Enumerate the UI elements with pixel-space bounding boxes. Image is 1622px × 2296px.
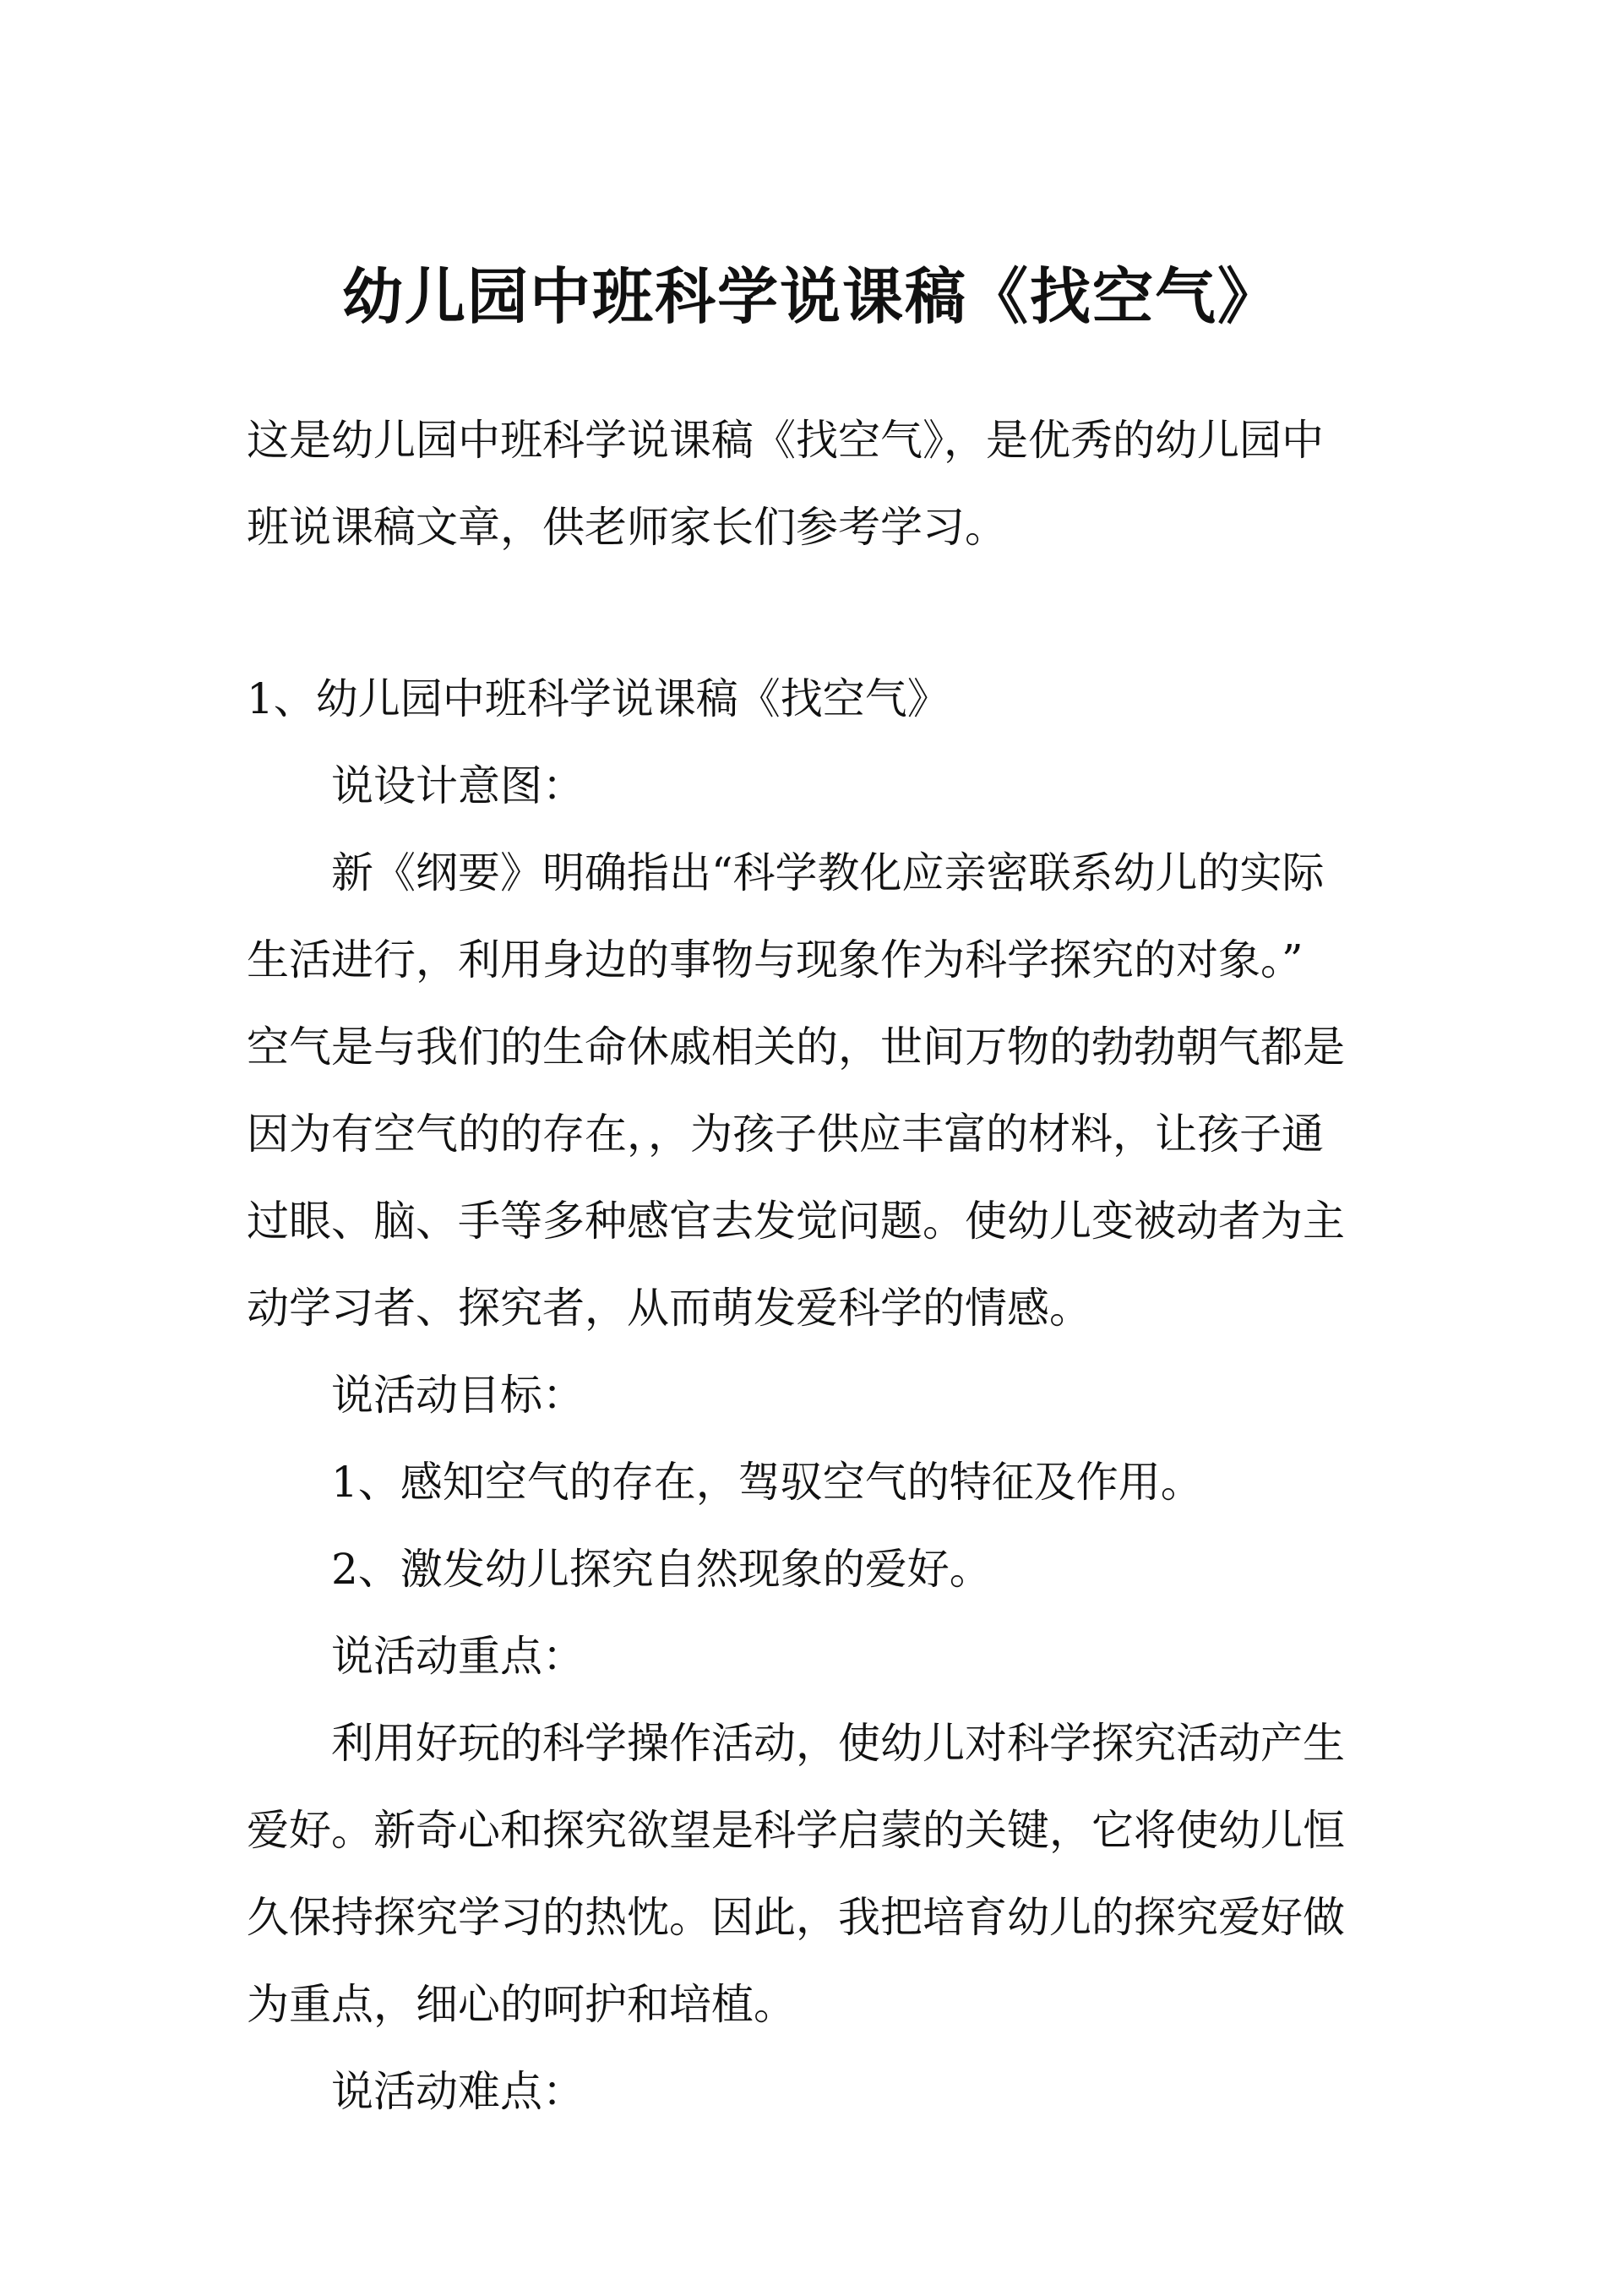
intro-line: 这是幼儿园中班科学说课稿《找空气》，是优秀的幼儿园中: [247, 416, 1324, 465]
key-line: 久保持探究学习的热忱。因此，我把培育幼儿的探究爱好做: [247, 1893, 1345, 1942]
design-line: 生活进行，利用身边的事物与现象作为科学探究的对象。”: [247, 935, 1304, 984]
goal-item: 1、感知空气的存在，驾驭空气的特征及作用。: [331, 1458, 1203, 1507]
key-line: 爱好。新奇心和探究欲望是科学启蒙的关键，它将使幼儿恒: [247, 1806, 1345, 1855]
paragraph-gap: [247, 571, 1379, 656]
design-line: 因为有空气的的存在，，为孩子供应丰富的材料，让孩子通: [247, 1110, 1324, 1159]
goals-heading: 说活动目标：: [331, 1371, 585, 1420]
key-line: 为重点，细心的呵护和培植。: [247, 1980, 796, 2029]
key-heading: 说活动重点：: [331, 1632, 585, 1681]
design-line: 新《纲要》明确指出“科学教化应亲密联系幼儿的实际: [331, 848, 1325, 897]
document-title: 幼儿园中班科学说课稿《找空气》: [341, 260, 1280, 332]
key-line: 利用好玩的科学操作活动，使幼儿对科学探究活动产生: [331, 1719, 1345, 1768]
intro-line: 班说课稿文章，供老师家长们参考学习。: [247, 503, 1007, 552]
difficulty-heading: 说活动难点：: [331, 2067, 585, 2116]
goal-item: 2、激发幼儿探究自然现象的爱好。: [331, 1545, 992, 1594]
section-heading: 1、幼儿园中班科学说课稿《找空气》: [247, 674, 950, 723]
design-line: 动学习者、探究者，从而萌发爱科学的情感。: [247, 1284, 1091, 1333]
document-body: [247, 397, 1379, 2135]
design-heading: 说设计意图：: [331, 761, 585, 810]
design-line: 过眼、脑、手等多种感官去发觉问题。使幼儿变被动者为主: [247, 1197, 1345, 1246]
design-line: 空气是与我们的生命休戚相关的，世间万物的勃勃朝气都是: [247, 1023, 1345, 1072]
